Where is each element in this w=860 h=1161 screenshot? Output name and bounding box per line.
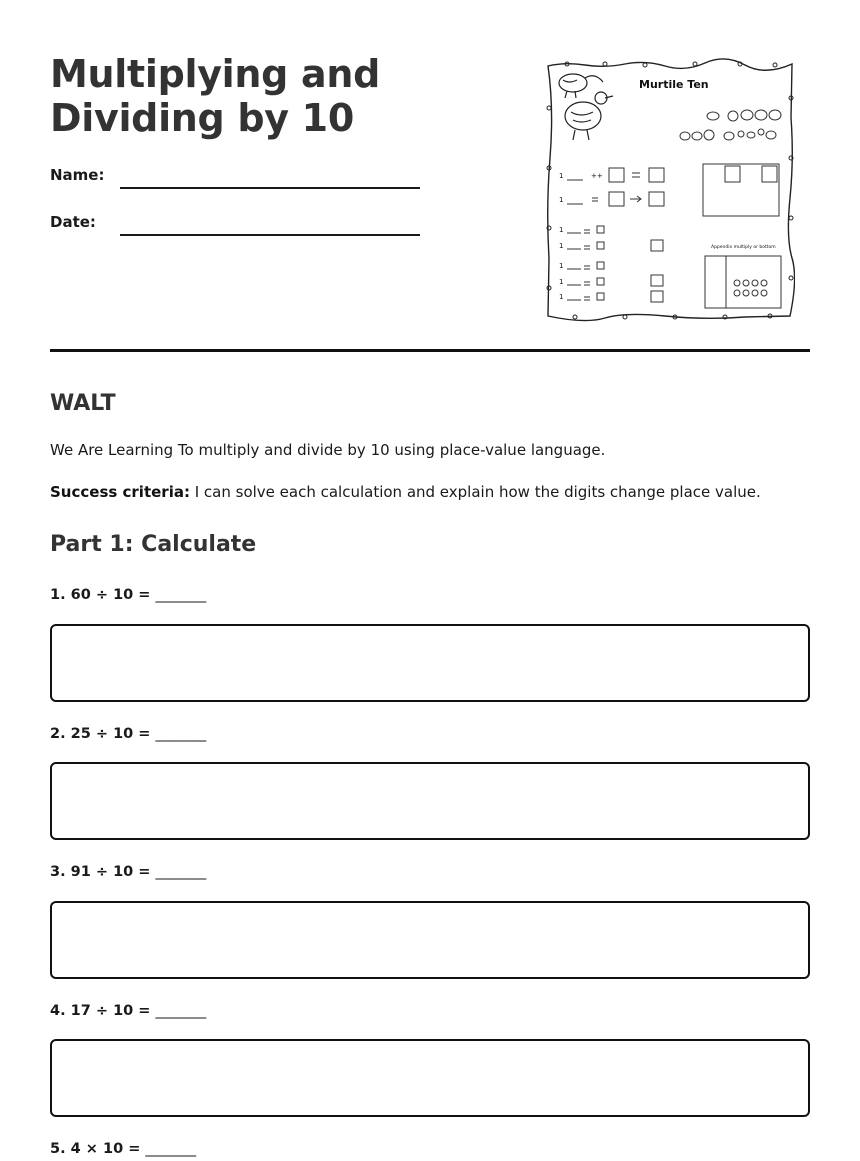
walt-statement: We Are Learning To multiply and divide by 10 using place-value language. bbox=[50, 441, 606, 459]
answer-blank[interactable]: _______ bbox=[155, 1003, 207, 1019]
question-2: 2. 25 ÷ 10 = _______ bbox=[50, 726, 207, 742]
svg-text:Appendix multiply or bottom: Appendix multiply or bottom bbox=[711, 245, 776, 250]
answer-box-3[interactable] bbox=[50, 901, 810, 979]
part1-heading: Part 1: Calculate bbox=[50, 532, 257, 557]
answer-blank[interactable]: _______ bbox=[145, 1141, 197, 1157]
worksheet-illustration bbox=[545, 58, 795, 322]
success-criteria bbox=[50, 483, 810, 501]
answer-blank[interactable]: _______ bbox=[155, 864, 207, 880]
title-line-1: Multiplying and bbox=[50, 52, 380, 96]
walt-heading: WALT bbox=[50, 391, 116, 416]
date-field[interactable] bbox=[120, 234, 420, 236]
date-label: Date: bbox=[50, 213, 96, 231]
svg-text:++: ++ bbox=[591, 172, 603, 180]
answer-box-4[interactable] bbox=[50, 1039, 810, 1117]
header-divider bbox=[50, 349, 810, 352]
success-criteria-text: I can solve each calculation and explain how the digits change place value. bbox=[189, 483, 761, 501]
answer-blank[interactable]: _______ bbox=[155, 587, 207, 603]
question-5: 5. 4 × 10 = _______ bbox=[50, 1141, 197, 1157]
success-criteria-label: Success criteria: bbox=[50, 483, 190, 501]
question-1: 1. 60 ÷ 10 = _______ bbox=[50, 587, 207, 603]
kiwi-bird-icon bbox=[565, 92, 613, 140]
illustration-heading: Murtile Ten bbox=[639, 78, 709, 91]
answer-blank[interactable]: _______ bbox=[155, 726, 207, 742]
name-field[interactable] bbox=[120, 187, 420, 189]
answer-box-1[interactable] bbox=[50, 624, 810, 702]
svg-text:1: 1 bbox=[559, 172, 564, 180]
name-label: Name: bbox=[50, 166, 105, 184]
answer-box-2[interactable] bbox=[50, 762, 810, 840]
title-line-2: Dividing by 10 bbox=[50, 96, 354, 140]
question-4: 4. 17 ÷ 10 = _______ bbox=[50, 1003, 207, 1019]
question-3: 3. 91 ÷ 10 = _______ bbox=[50, 864, 207, 880]
svg-text:1: 1 bbox=[559, 293, 564, 301]
svg-text:1: 1 bbox=[559, 278, 564, 286]
svg-text:1: 1 bbox=[559, 262, 564, 270]
svg-text:1: 1 bbox=[559, 242, 564, 250]
svg-text:1: 1 bbox=[559, 226, 564, 234]
svg-text:1: 1 bbox=[559, 196, 564, 204]
page-title bbox=[50, 52, 380, 140]
